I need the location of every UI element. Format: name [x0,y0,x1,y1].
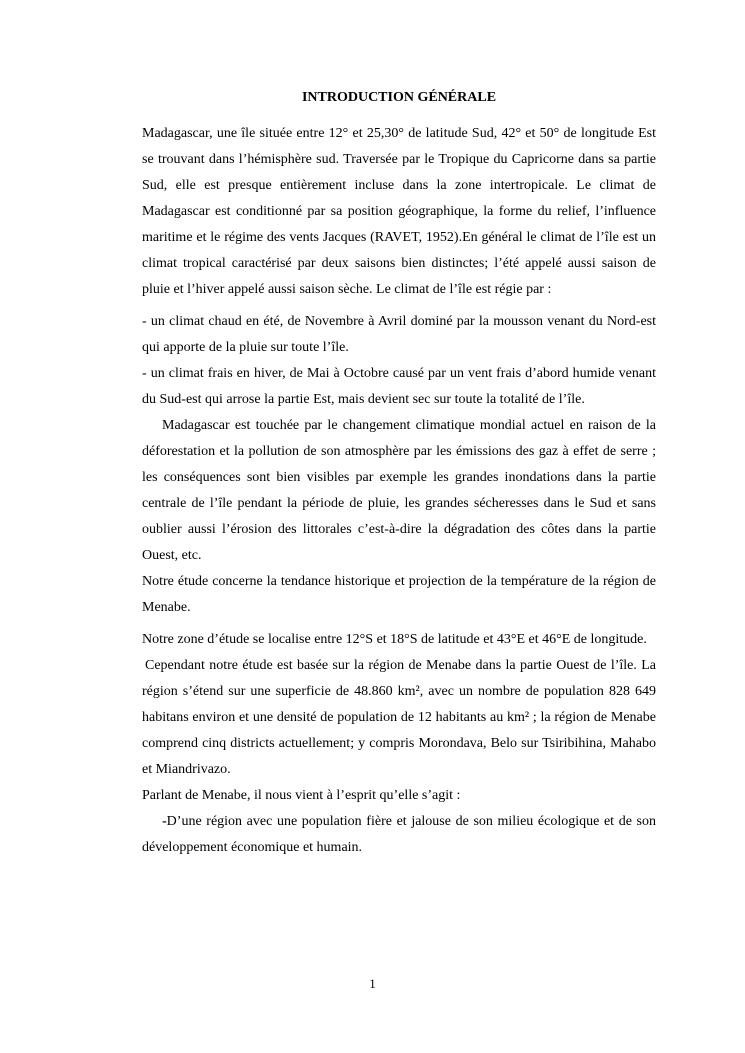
paragraph-menabe-description [142,809,656,861]
paragraph-summer-climate: - un climat chaud en été, de Novembre à Avril dominé par la mousson venant du Nord-est qui apporte de la pluie sur toute l’île. [142,314,656,355]
paragraph-study-scope: Notre étude concerne la tendance historique et projection de la température de la région de Menabe. [142,574,656,615]
paragraph-winter-climate: - un climat frais en hiver, de Mai à Octobre causé par un vent frais d’abord humide venant du Sud-est qui arrose la partie Est, mais devient sec sur toute la totalité de l’île. [142,366,656,407]
bold-dash: - [162,814,167,829]
document-body [142,121,656,861]
paragraph-menabe-region: Cependant notre étude est basée sur la région de Menabe dans la partie Ouest de l’île. La région s’étend sur une superficie de 48.860 km², avec un nombre de population 828 649 habitans environ et une densité de population de 12 habitants au km² ; la région de Menabe comprend cinq districts actuellement; y compris Morondava, Belo sur Tsiribihina, Mahabo et Miandrivazo. [142,658,656,777]
paragraph-menabe-description-text: D’une région avec une population fière et jalouse de son milieu écologique et de son développement économique et humain. [142,814,656,855]
page-title: INTRODUCTION GÉNÉRALE [301,90,497,105]
page-number: 1 [369,976,376,991]
paragraph-intro: Madagascar, une île située entre 12° et 25,30° de latitude Sud, 42° et 50° de longitude Est se trouvant dans l’hémisphère sud. Traversée par le Tropique du Capricorne dans sa partie Sud, elle est presque entièrement incluse dans la zone intertropicale. Le climat de Madagascar est conditionné par sa position géographique, la forme du relief, l’influence maritime et le régime des vents Jacques (RAVET, 1952).En général le climat de l’île est un climat tropical caractérisé par deux saisons bien distinctes; l’été appelé aussi saison de pluie et l’hiver appelé aussi saison sèche. Le climat de l’île est régie par : [142,126,656,297]
paragraph-climate-change: Madagascar est touchée par le changement climatique mondial actuel en raison de la déforestation et la pollution de son atmosphère par les émissions des gaz à effet de serre ; les conséquences sont bien visibles par exemple les grandes inondations dans la partie centrale de l’île pendant la période de pluie, les grandes sécheresses dans le Sud et sans oublier aussi l’érosion des littorales c’est-à-dire la dégradation des côtes dans la partie Ouest, etc. [142,418,656,563]
paragraph-menabe-intro: Parlant de Menabe, il nous vient à l’esprit qu’elle s’agit : [142,788,461,803]
paragraph-study-zone: Notre zone d’étude se localise entre 12°S et 18°S de latitude et 43°E et 46°E de longitude. [142,632,647,647]
